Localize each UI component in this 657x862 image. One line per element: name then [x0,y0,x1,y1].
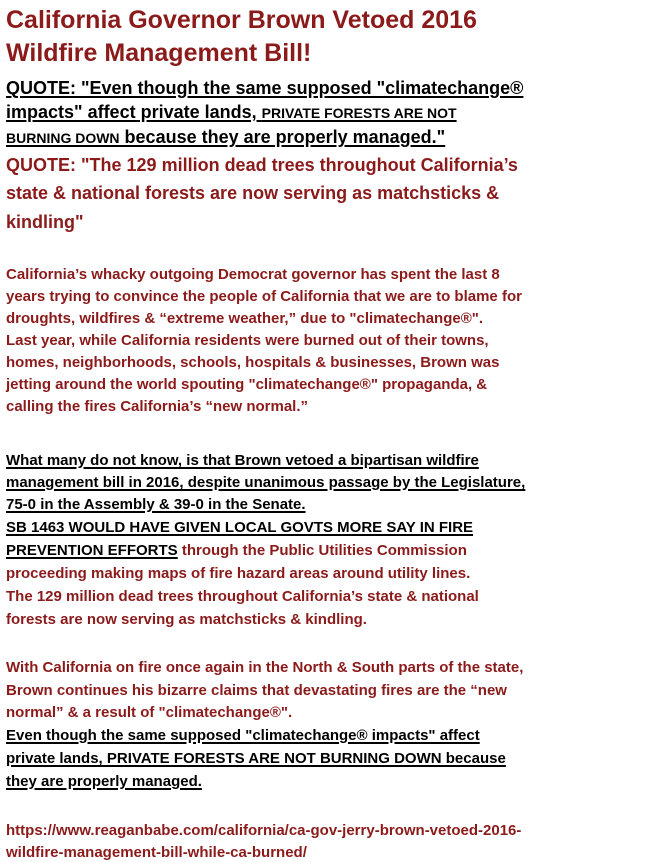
para2-line-2: management bill in 2016, despite unanimous passage by the Legislature, [6,474,526,491]
para2-line-1: What many do not know, is that Brown vetoed a bipartisan wildfire [6,452,479,469]
para3-line-3: normal” & a result of "climatechange®". [6,704,293,721]
para1-line-5: homes, neighborhoods, schools, hospitals & businesses, Brown was [6,354,500,371]
quote1-line-2-caps: PRIVATE FORESTS ARE NOT [261,105,457,121]
sb1463-line-2-rest: through the Public Utilities Commission [177,542,467,559]
para1-line-7: calling the fires California’s “new normal.” [6,398,309,415]
sb1463-line-5: forests are now serving as matchsticks & kindling. [6,611,367,628]
source-url-line-1[interactable]: https://www.reaganbabe.com/california/ca-gov-jerry-brown-vetoed-2016- [6,822,522,839]
quote1-line-3-caps: BURNING DOWN [6,130,120,146]
para1-line-3: droughts, wildfires & “extreme weather,” due to "climatechange®". [6,310,484,327]
quote1-line-3-text: because they are properly managed." [119,127,446,147]
quote1-line-2-text: impacts" affect private lands, [6,102,262,122]
para3-line-1: With California on fire once again in the North & South parts of the state, [6,659,524,676]
headline-line-1: California Governor Brown Vetoed 2016 [6,6,477,34]
para3-line-2: Brown continues his bizarre claims that devastating fires are the “new [6,682,507,699]
quote2-line-3: kindling" [6,212,84,232]
para1-line-6: jetting around the world spouting "climatechange®" propaganda, & [6,376,488,393]
sb1463-line-1: SB 1463 WOULD HAVE GIVEN LOCAL GOVTS MORE SAY IN FIRE [6,519,474,536]
para1-line-4: Last year, while California residents were burned out of their towns, [6,332,489,349]
quote1-line-2 [6,101,457,125]
sb1463-line-2-underlined: PREVENTION EFFORTS [6,542,178,559]
headline-line-2: Wildfire Management Bill! [6,39,312,67]
sb1463-line-4: The 129 million dead trees throughout California’s state & national [6,588,479,605]
para1-line-2: years trying to convince the people of California that we are to blame for [6,288,522,305]
para3-ul-line-3: they are properly managed. [6,773,202,790]
para1-line-1: California’s whacky outgoing Democrat governor has spent the last 8 [6,266,500,283]
para3-ul-line-1: Even though the same supposed "climatechange® impacts" affect [6,727,480,744]
para2-line-3: 75-0 in the Assembly & 39-0 in the Senate. [6,496,306,513]
source-url-line-2[interactable]: wildfire-management-bill-while-ca-burned/ [6,844,307,861]
quote2-line-2: state & national forests are now serving as matchsticks & [6,183,500,203]
quote1-line-1: QUOTE: "Even though the same supposed "climatechange® [6,78,524,98]
para3-ul-line-2: private lands, PRIVATE FORESTS ARE NOT BURNING DOWN because [6,750,506,767]
quote1-line-3 [6,126,445,150]
sb1463-line-3: proceeding making maps of fire hazard areas around utility lines. [6,565,471,582]
sb1463-line-2 [6,541,467,560]
quote2-line-1: QUOTE: "The 129 million dead trees throughout California’s [6,155,518,175]
